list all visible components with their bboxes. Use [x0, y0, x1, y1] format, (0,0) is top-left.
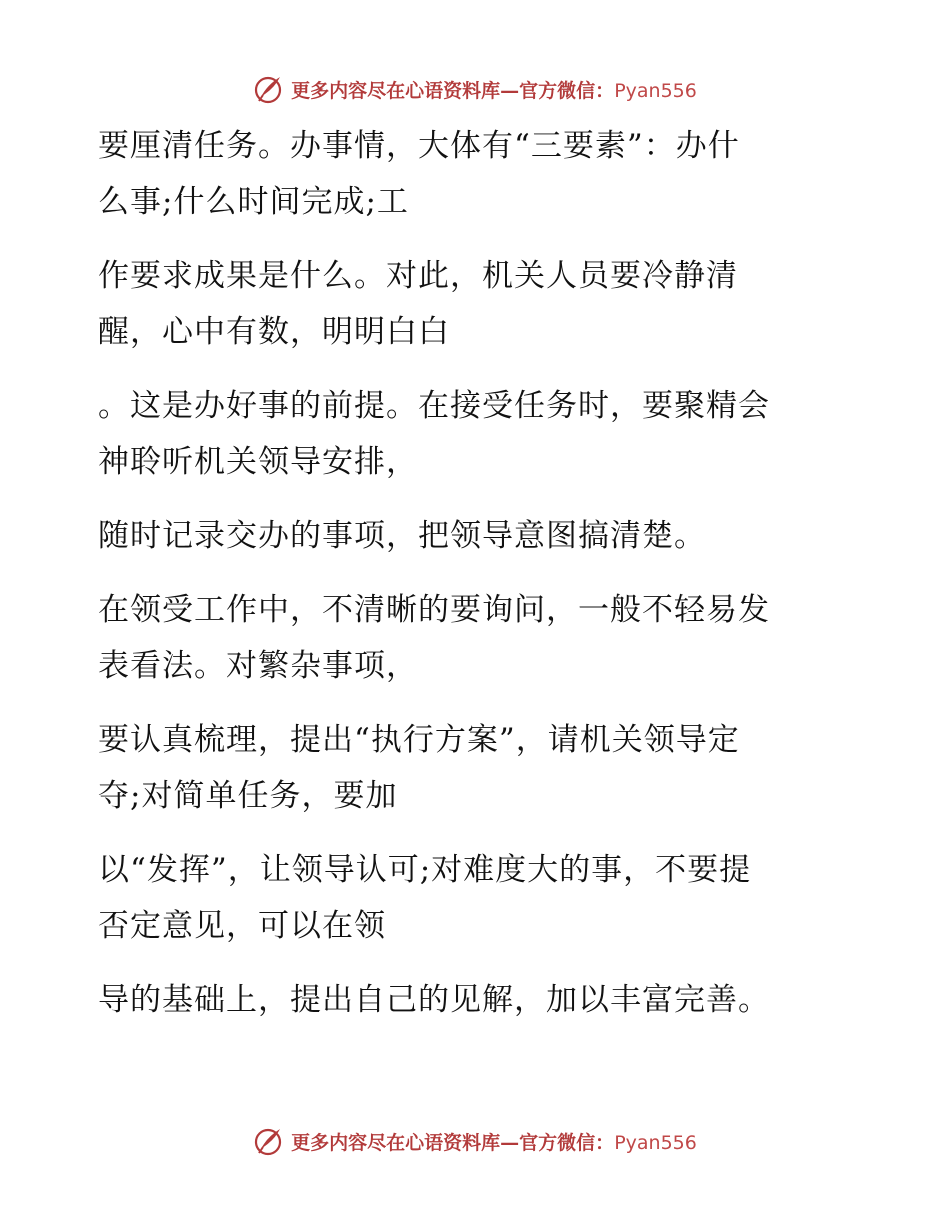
- paragraph-line: 导的基础上，提出自己的见解，加以丰富完善。: [98, 982, 770, 1018]
- paragraph-line: 表看法。对繁杂事项，: [98, 648, 418, 684]
- paragraph-5: [98, 582, 858, 694]
- paragraph-8: [98, 972, 858, 1028]
- footer-watermark: [0, 1124, 950, 1158]
- watermark-text: [291, 76, 697, 103]
- document-body: [98, 118, 858, 1046]
- watermark-label: 官方微信：: [519, 79, 615, 102]
- paragraph-4: [98, 508, 858, 564]
- watermark-text: [291, 1128, 697, 1155]
- watermark-dash: —: [500, 1131, 520, 1154]
- paragraph-3: [98, 378, 858, 490]
- quill-logo-icon: [253, 73, 285, 105]
- quill-logo-icon: [253, 1125, 285, 1157]
- paragraph-2: [98, 248, 858, 360]
- watermark-id: Pyan556: [614, 79, 697, 102]
- watermark-id: Pyan556: [614, 1131, 697, 1154]
- paragraph-line: 否定意见，可以在领: [98, 908, 386, 944]
- paragraph-line: 。这是办好事的前提。在接受任务时，要聚精会: [98, 388, 770, 424]
- paragraph-line: 要认真梳理，提出“执行方案”，请机关领导定: [98, 722, 740, 758]
- paragraph-1: [98, 118, 858, 230]
- paragraph-7: [98, 842, 858, 954]
- header-watermark: [0, 72, 950, 106]
- watermark-label: 官方微信：: [519, 1131, 615, 1154]
- paragraph-line: 要厘清任务。办事情，大体有“三要素”：办什: [98, 128, 740, 164]
- watermark-main: 更多内容尽在心语资料库: [291, 79, 501, 102]
- paragraph-line: 神聆听机关领导安排，: [98, 444, 418, 480]
- watermark-main: 更多内容尽在心语资料库: [291, 1131, 501, 1154]
- paragraph-line: 在领受工作中，不清晰的要询问，一般不轻易发: [98, 592, 770, 628]
- paragraph-line: 醒，心中有数，明明白白: [98, 314, 450, 350]
- paragraph-line: 夺;对简单任务，要加: [98, 778, 398, 814]
- paragraph-line: 作要求成果是什么。对此，机关人员要冷静清: [98, 258, 738, 294]
- paragraph-line: 么事;什么时间完成;工: [98, 184, 409, 220]
- paragraph-6: [98, 712, 858, 824]
- watermark-dash: —: [500, 79, 520, 102]
- paragraph-line: 随时记录交办的事项，把领导意图搞清楚。: [98, 518, 706, 554]
- paragraph-line: 以“发挥”，让领导认可;对难度大的事，不要提: [98, 852, 752, 888]
